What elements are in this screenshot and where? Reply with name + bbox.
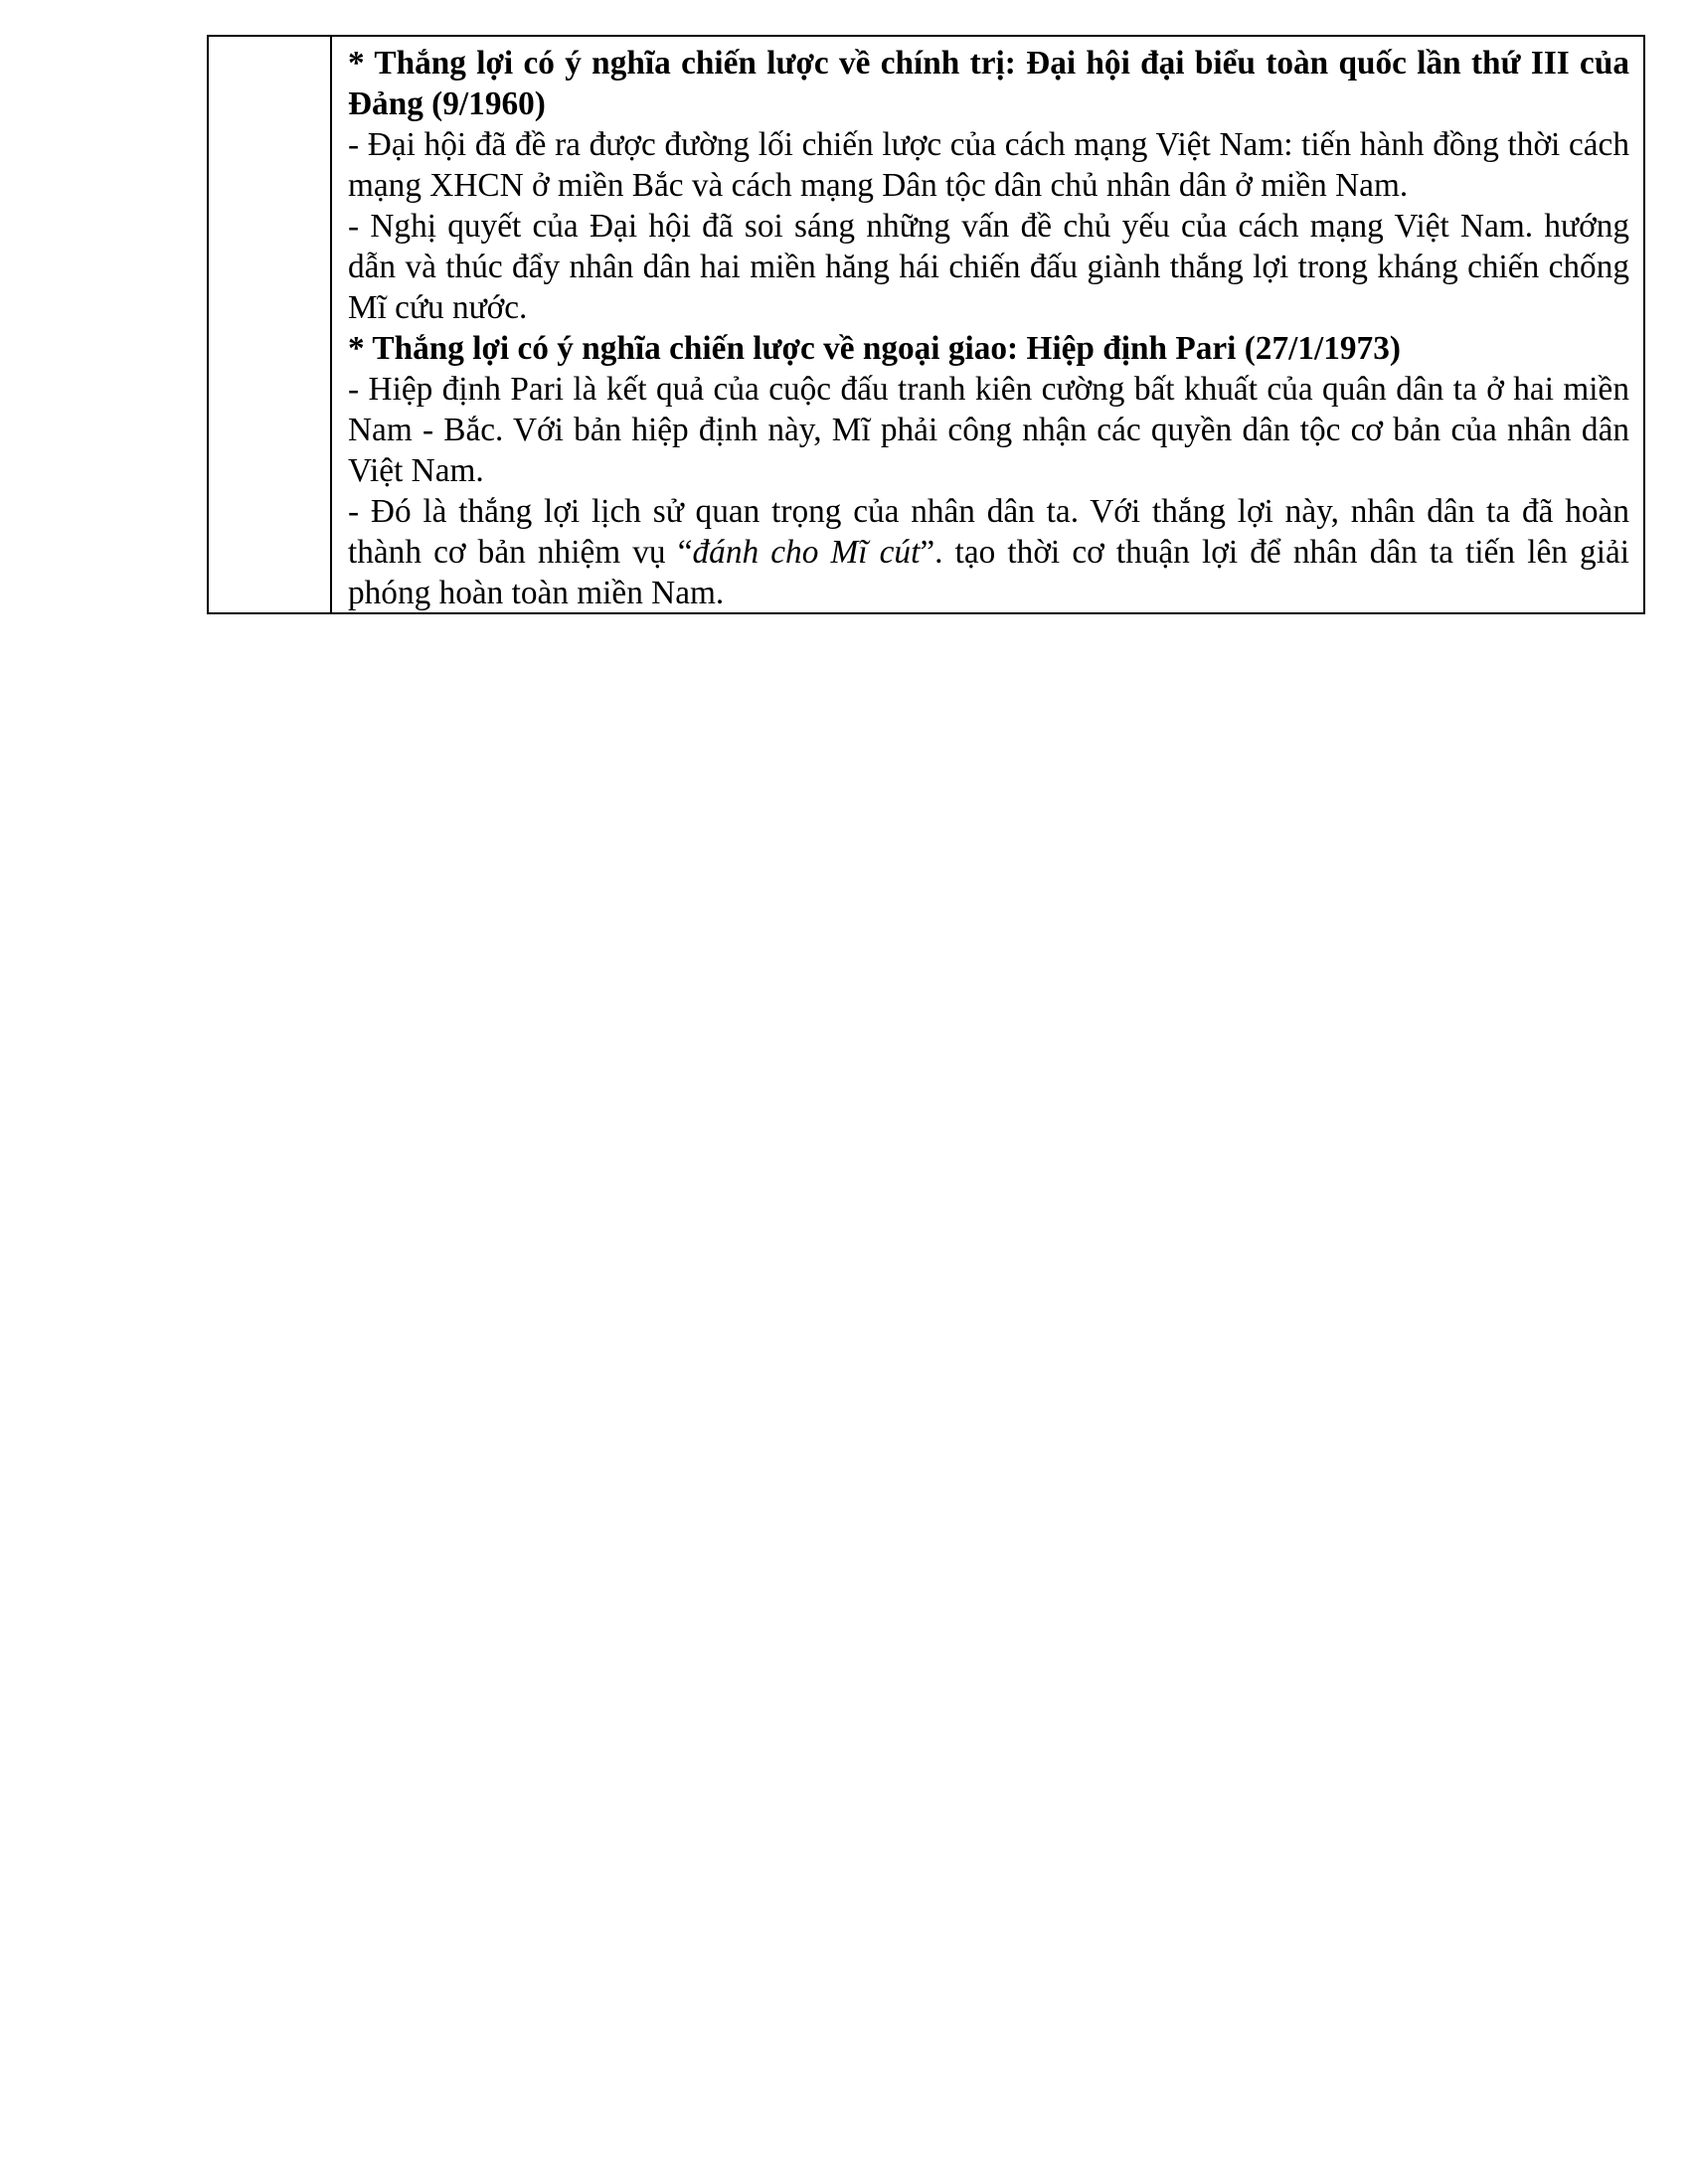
section-heading-political: * Thắng lợi có ý nghĩa chiến lược về chính trị: Đại hội đại biểu toàn quốc lần thứ III của Đảng (9/1960) [348, 45, 1629, 122]
political-point-1: - Đại hội đã đề ra được đường lối chiến lược của cách mạng Việt Nam: tiến hành đồng thời cách mạng XHCN ở miền Bắc và cách mạng Dân tộc dân chủ nhân dân ở miền Nam. [348, 126, 1629, 204]
diplomatic-point-2-after: ”. tạo thời cơ thuận lợi để nhân dân ta tiến lên giải phóng hoàn toàn miền Nam. [348, 534, 1629, 611]
table-content-cell [332, 37, 1643, 612]
diplomatic-point-2-before: - Đó là thắng lợi lịch sử quan trọng của nhân dân ta. Với thắng lợi này, nhân dân ta đã hoàn thành cơ bản nhiệm vụ “ [348, 493, 1629, 571]
table-left-column [209, 37, 332, 612]
section-heading-diplomatic: * Thắng lợi có ý nghĩa chiến lược về ngoại giao: Hiệp định Pari (27/1/1973) [348, 330, 1401, 367]
diplomatic-point-2-quote: đánh cho Mĩ cút [692, 534, 921, 571]
content-table [207, 35, 1645, 614]
diplomatic-point-1: - Hiệp định Pari là kết quả của cuộc đấu tranh kiên cường bất khuất của quân dân ta ở hai miền Nam - Bắc. Với bản hiệp định này, Mĩ phải công nhận các quyền dân tộc cơ bản của nhân dân Việt Nam. [348, 371, 1629, 489]
diplomatic-point-2 [348, 491, 1629, 613]
political-point-2: - Nghị quyết của Đại hội đã soi sáng những vấn đề chủ yếu của cách mạng Việt Nam. hướng dẫn và thúc đẩy nhân dân hai miền hăng hái chiến đấu giành thắng lợi trong kháng chiến chống Mĩ cứu nước. [348, 208, 1629, 326]
